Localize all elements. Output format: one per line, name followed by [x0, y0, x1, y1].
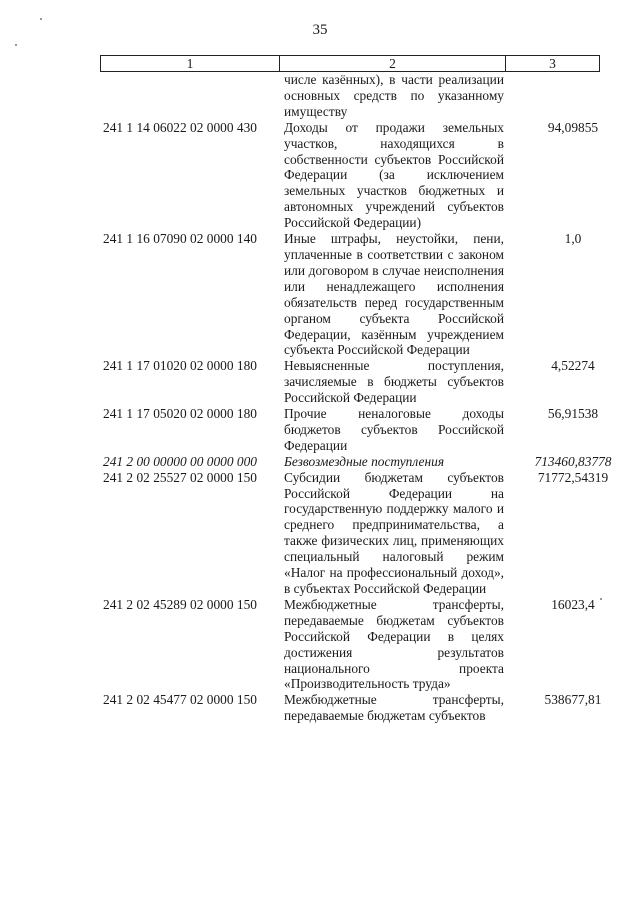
- scan-speck: [600, 598, 602, 600]
- revenue-description: числе казённых), в части реализации основных средств по указанному имуществу: [284, 72, 504, 119]
- budget-code: 241 2 02 45477 02 0000 150: [103, 692, 257, 708]
- table-row: [0, 406, 640, 454]
- table-row: [0, 470, 640, 597]
- budget-code: 241 1 17 01020 02 0000 180: [103, 358, 257, 374]
- budget-code: 241 1 16 07090 02 0000 140: [103, 231, 257, 247]
- budget-code: [103, 72, 281, 120]
- table-row: [0, 358, 640, 406]
- amount: [508, 72, 638, 120]
- revenue-description: Межбюджетные трансферты, передаваемые бюджетам субъектов Российской Федерации в целях достижения результатов национального проекта «Производительность труда»: [284, 596, 504, 692]
- table-row: [0, 231, 640, 358]
- table-row: [0, 692, 640, 724]
- budget-code: 241 1 17 05020 02 0000 180: [103, 406, 257, 422]
- amount: 16023,4: [551, 596, 595, 612]
- scan-speck: [40, 18, 42, 20]
- budget-code: 241 2 00 00000 00 0000 000: [103, 453, 257, 469]
- revenue-description: Доходы от продажи земельных участков, находящихся в собственности субъектов Российской Федерации (за исключением земельных участков бюджетных и автономных учреждений субъектов Российской Федерации): [284, 119, 504, 231]
- table-row: [0, 120, 640, 231]
- amount: 94,09855: [547, 119, 599, 135]
- table-row: [0, 72, 640, 120]
- amount: 538677,81: [544, 692, 602, 708]
- amount: 4,52274: [551, 358, 595, 374]
- budget-code: 241 2 02 25527 02 0000 150: [103, 469, 257, 485]
- budget-code: 241 2 02 45289 02 0000 150: [103, 596, 257, 612]
- revenue-description: Субсидии бюджетам субъектов Российской Федерации на государственную поддержку малого и среднего предпринимательства, а также физических лиц, применяющих специальный налоговый режим «Налог на профессиональный доход», в субъектах Российской Федерации: [284, 469, 504, 596]
- revenue-description: Невыясненные поступления, зачисляемые в бюджеты субъектов Российской Федерации: [284, 358, 504, 406]
- header-col-2: 2: [389, 56, 396, 71]
- amount: 1,0: [564, 231, 582, 247]
- header-col-3: 3: [549, 56, 556, 71]
- header-col-1: 1: [186, 56, 194, 71]
- table-row-total: [0, 454, 640, 470]
- revenue-description: Безвозмездные поступления: [284, 453, 445, 469]
- table-body: [0, 72, 640, 724]
- scan-speck: [15, 44, 17, 46]
- table-header: [100, 55, 600, 72]
- revenue-description: Межбюджетные трансферты, передаваемые бюджетам субъектов: [284, 692, 504, 724]
- amount: 56,91538: [547, 406, 599, 422]
- revenue-description: Иные штрафы, неустойки, пени, уплаченные в соответствии с законом или договором в случае неисполнения или ненадлежащего исполнения обязательств перед государственным органом субъекта Российской Федерации, казённым учреждением субъекта Российской Федерации: [284, 231, 504, 358]
- budget-code: 241 1 14 06022 02 0000 430: [103, 119, 257, 135]
- amount: 713460,83778: [534, 453, 612, 469]
- table-row: [0, 597, 640, 692]
- page-number: 35: [312, 22, 328, 38]
- revenue-description: Прочие неналоговые доходы бюджетов субъектов Российской Федерации: [284, 406, 504, 453]
- amount: 71772,54319: [537, 469, 609, 485]
